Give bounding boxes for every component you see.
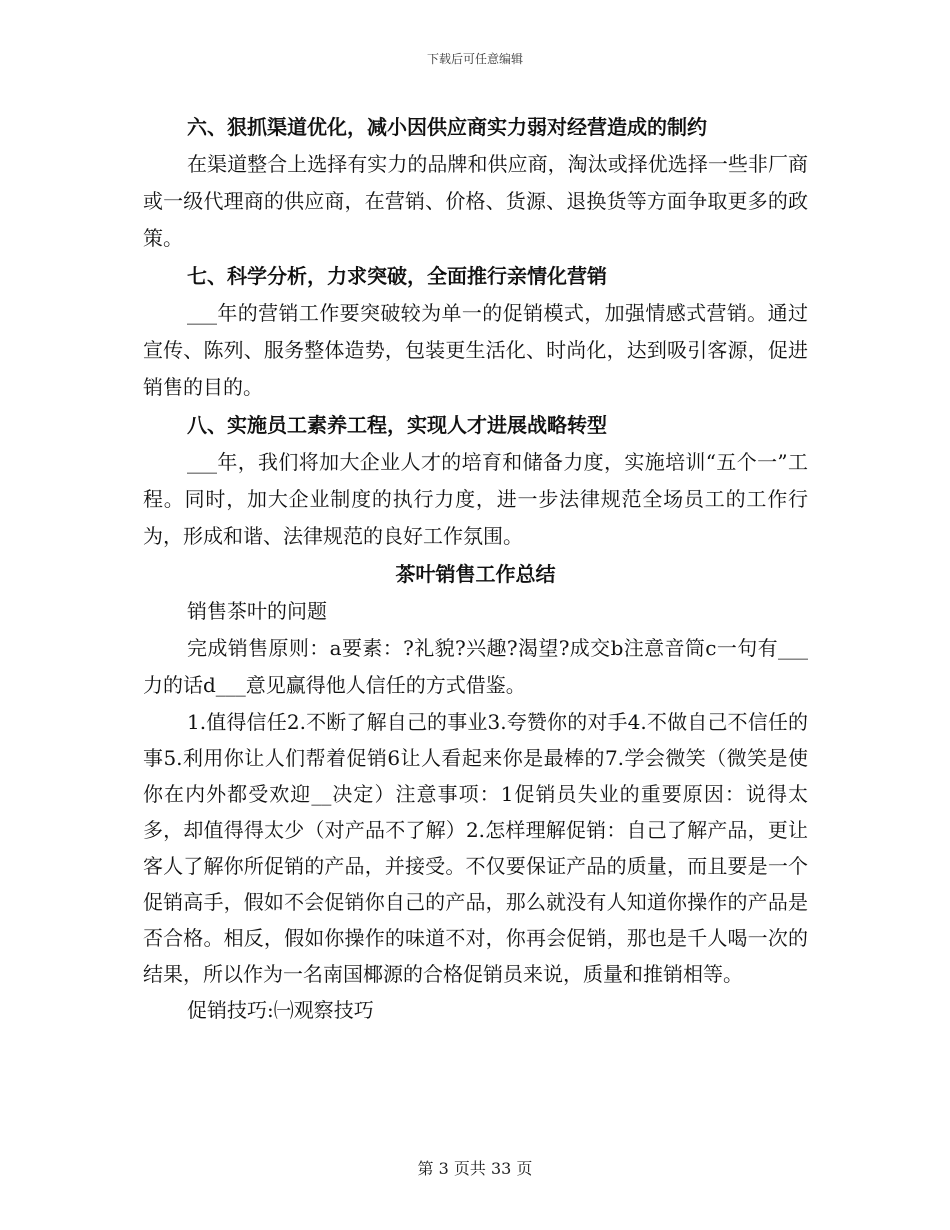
document-body xyxy=(143,108,808,1029)
summary-paragraph-3: 1.值得信任2.不断了解自己的事业3.夸赞你的对手4.不做自己不信任的事5.利用你让人们帮着促销6让人看起来你是最棒的7.学会微笑（微笑是使你在内外都受欢迎__决定）注意事项：1促销员失业的重要原因：说得太多，却值得得太少（对产品不了解）2.怎样理解促销：自己了解产品，更让客人了解你所促销的产品，并接受。不仅要保证产品的质量，而且要是一个促销高手，假如不会促销你自己的产品，那么就没有人知道你操作的产品是否合格。相反，假如你操作的味道不对，你再会促销，那也是千人喝一次的结果，所以作为一名南国椰源的合格促销员来说，质量和推销相等。 xyxy=(143,710,808,986)
section-body-8: ___年，我们将加大企业人才的培育和储备力度，实施培训“五个一”工程。同时，加大企业制度的执行力度，进一步法律规范全场员工的工作行为，形成和谐、法律规范的良好工作氛围。 xyxy=(143,450,808,548)
summary-paragraph-2: 完成销售原则：a要素：?礼貌?兴趣?渴望?成交b注意音筒c一句有___力的话d___意见赢得他人信任的方式借鉴。 xyxy=(143,636,808,697)
section-heading-6: 六、狠抓渠道优化，减小因供应商实力弱对经营造成的制约 xyxy=(187,115,707,139)
summary-paragraph-4: 促销技巧:㈠观察技巧 xyxy=(187,998,374,1022)
page-footer: 第 3 页共 33 页 xyxy=(417,1159,533,1178)
summary-title: 茶叶销售工作总结 xyxy=(395,562,556,586)
page-header: 下载后可任意编辑 xyxy=(426,52,523,66)
section-heading-7: 七、科学分析，力求突破，全面推行亲情化营销 xyxy=(187,264,607,288)
summary-paragraph-1: 销售茶叶的问题 xyxy=(187,599,327,623)
section-heading-8: 八、实施员工素养工程，实现人才进展战略转型 xyxy=(187,413,607,437)
section-body-6: 在渠道整合上选择有实力的品牌和供应商，淘汰或择优选择一些非厂商或一级代理商的供应商，在营销、价格、货源、退换货等方面争取更多的政策。 xyxy=(143,152,808,250)
section-body-7: ___年的营销工作要突破较为单一的促销模式，加强情感式营销。通过宣传、陈列、服务整体造势，包装更生活化、时尚化，达到吸引客源，促进销售的目的。 xyxy=(143,301,808,399)
